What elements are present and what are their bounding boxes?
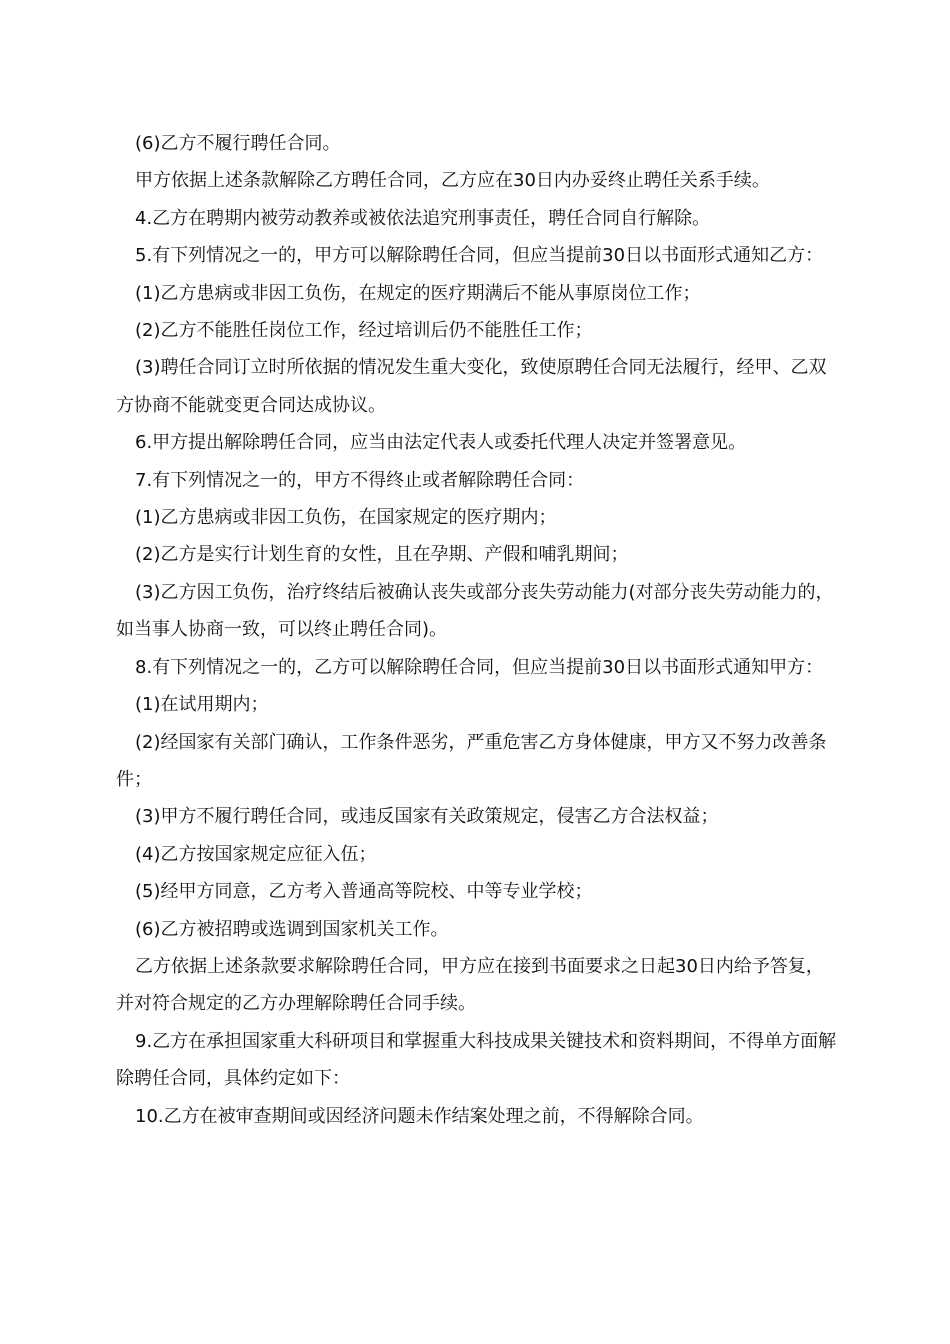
clause-paragraph: 6.甲方提出解除聘任合同，应当由法定代表人或委托代理人决定并签署意见。 (135, 432, 747, 454)
clause-item: (6)乙方被招聘或选调到国家机关工作。 (135, 918, 449, 940)
clause-paragraph: 乙方依据上述条款要求解除聘任合同，甲方应在接到书面要求之日起30日内给予答复，并对符合规定的乙方办理解除聘任合同手续。 (116, 955, 824, 1015)
clause-item: (2)经国家有关部门确认，工作条件恶劣，严重危害乙方身体健康，甲方又不努力改善条件； (116, 731, 827, 790)
clause-paragraph: 9.乙方在承担国家重大科研项目和掌握重大科技成果关键技术和资料期间，不得单方面解除聘任合同，具体约定如下： (116, 1030, 837, 1090)
clause-item: (1)在试用期内； (135, 694, 269, 716)
clause-paragraph: 7.有下列情况之一的，甲方不得终止或者解除聘任合同： (135, 469, 585, 491)
clause-item: (5)经甲方同意，乙方考入普通高等院校、中等专业学校； (135, 881, 593, 903)
clause-paragraph: 5.有下列情况之一的，甲方可以解除聘任合同，但应当提前30日以书面形式通知乙方： (135, 245, 824, 267)
clause-item: (1)乙方患病或非因工负伤，在规定的医疗期满后不能从事原岗位工作； (135, 282, 701, 304)
clause-item: (3)乙方因工负伤，治疗终结后被确认丧失或部分丧失劳动能力(对部分丧失劳动能力的，如当事人协商一致，可以终止聘任合同)。 (116, 581, 834, 641)
clause-item: (2)乙方是实行计划生育的女性，且在孕期、产假和哺乳期间； (135, 544, 629, 566)
document-body (116, 125, 838, 1135)
clause-paragraph: 8.有下列情况之一的，乙方可以解除聘任合同，但应当提前30日以书面形式通知甲方： (135, 656, 824, 678)
clause-item: (2)乙方不能胜任岗位工作，经过培训后仍不能胜任工作； (135, 320, 593, 342)
clause-item: (3)聘任合同订立时所依据的情况发生重大变化，致使原聘任合同无法履行，经甲、乙双方协商不能就变更合同达成协议。 (116, 357, 827, 416)
clause-item: (1)乙方患病或非因工负伤，在国家规定的医疗期内； (135, 507, 557, 529)
clause-item: (4)乙方按国家规定应征入伍； (135, 843, 377, 865)
clause-paragraph: 甲方依据上述条款解除乙方聘任合同，乙方应在30日内办妥终止聘任关系手续。 (135, 170, 770, 192)
clause-item: (3)甲方不履行聘任合同，或违反国家有关政策规定，侵害乙方合法权益； (135, 806, 719, 828)
clause-item: (6)乙方不履行聘任合同。 (135, 133, 341, 154)
clause-paragraph: 4.乙方在聘期内被劳动教养或被依法追究刑事责任，聘任合同自行解除。 (135, 207, 711, 229)
clause-paragraph: 10.乙方在被审查期间或因经济问题未作结案处理之前，不得解除合同。 (135, 1105, 704, 1127)
